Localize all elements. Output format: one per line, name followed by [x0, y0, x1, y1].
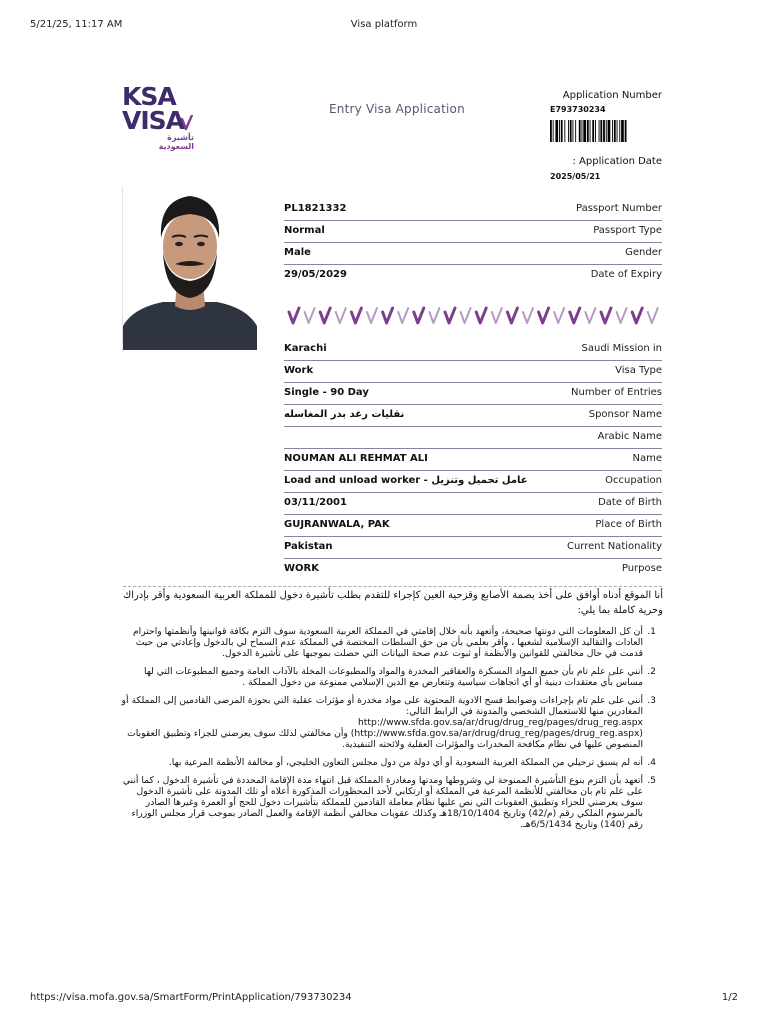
field-row-current-nationality: [284, 536, 662, 559]
check-mark-icon: [367, 308, 377, 323]
field-row-purpose: [284, 558, 662, 580]
application-number: E793730234: [550, 105, 606, 114]
field-label: Name: [632, 453, 662, 464]
field-row-occupation: [284, 470, 662, 493]
logo-text-visa: VISA: [122, 106, 185, 135]
check-mark-icon: [383, 308, 393, 323]
term-number: .5: [647, 775, 656, 786]
check-mark-icon: [648, 308, 658, 323]
check-mark-icon: [523, 308, 533, 323]
field-label: Purpose: [621, 563, 662, 574]
field-label: Passport Number: [576, 203, 662, 214]
applicant-photo: [123, 186, 257, 350]
field-row-saudi-mission: [284, 338, 662, 361]
barcode-image: [550, 120, 660, 142]
check-mark-icon: [507, 308, 517, 323]
print-page-number: 1/2: [721, 992, 738, 1003]
field-row-sponsor-name: [284, 404, 662, 427]
field-row-passport-type: [284, 220, 662, 243]
logo-text-ksa: KSA: [122, 82, 176, 111]
field-label: Passport Type: [593, 225, 662, 236]
field-label: Place of Birth: [595, 519, 662, 530]
field-value: نقليات رغد بدر المغاسله: [284, 409, 405, 420]
field-value: Male: [284, 247, 311, 258]
check-mark-icon: [554, 308, 564, 323]
declaration-term: [120, 775, 656, 830]
field-label: Number of Entries: [571, 387, 662, 398]
field-label: Date of Expiry: [590, 269, 662, 280]
check-mark-icon: [429, 308, 439, 323]
term-number: .1: [647, 626, 656, 637]
dashed-separator: [123, 586, 662, 587]
check-mark-icon: [398, 308, 408, 323]
print-footer: [30, 992, 738, 1006]
check-mark-icon: [320, 308, 330, 323]
field-row-name: [284, 448, 662, 471]
field-value: Work: [284, 365, 314, 376]
print-timestamp: 5/21/25, 11:17 AM: [30, 19, 123, 30]
term-text: أن كل المعلومات التي دونتها صحيحة، وأتعهد بأنه خلال إقامتي في المملكة العربية السعودية سوف التزم بكافة قوانينها وأنظمتها واحترام العادات والتقاليد الإسلامية لشعبها ، وأقر بعلمي بأن من حق السلطات المختصة في المملكة عدم السماح لي بالدخول وإعادتي من حيث قدمت في حال مخالفتي للقوانين والأنظمة أو ثبوت عدم صحة البيانات التي حصلت بموجبها على تأشيرة الدخول.: [132, 626, 643, 659]
field-value: Normal: [284, 225, 325, 236]
term-number: .2: [647, 666, 656, 677]
check-mark-icon: [461, 308, 471, 323]
declaration-intro: أنا الموقع أدناه أوافق على أخذ بصمة الأصابع وقزحية العين كإجراء للتقدم بطلب تأشيرة دخول للمملكة العربية السعودية وأقر بإدراك وحرية كاملة بما يلي:: [122, 590, 663, 616]
field-row-passport-number: [284, 198, 662, 221]
check-mark-icon: [305, 308, 315, 323]
check-mark-icon: [445, 308, 455, 323]
term-number: .3: [647, 695, 656, 706]
check-mark-icon: [632, 308, 642, 323]
ksa-visa-logo: [122, 82, 194, 151]
field-row-gender: [284, 242, 662, 265]
field-value: Pakistan: [284, 541, 333, 552]
logo-arabic-text: تأشيرة السعودية: [158, 133, 194, 151]
field-value: Single - 90 Day: [284, 387, 369, 398]
check-mark-icon: [414, 308, 424, 323]
security-check-pattern: [285, 306, 663, 326]
check-mark-icon: [492, 308, 502, 323]
field-label: Gender: [625, 247, 662, 258]
field-label: Current Nationality: [566, 541, 662, 552]
print-header: [30, 19, 738, 33]
declaration-term: [120, 757, 656, 768]
field-label: Saudi Mission in: [581, 343, 662, 354]
term-text: (http://www.sfda.gov.sa/ar/drug/drug_reg/pages/drug_reg.aspx) وأن مخالفتي لذلك سوف يعرضني للجزاء وتطبيق العقوبات المنصوص عليها في نظام مكافحة المخدرات والمؤثرات العقلية ولائحته التنفيذية.: [127, 728, 643, 750]
application-number-label: Application Number: [562, 90, 662, 101]
term-number: .4: [647, 757, 656, 768]
field-label: Sponsor Name: [588, 409, 662, 420]
field-value: 29/05/2029: [284, 269, 347, 280]
field-value: 03/11/2001: [284, 497, 347, 508]
check-mark-icon: [601, 308, 611, 323]
check-mark-icon: [539, 308, 549, 323]
document-title: Entry Visa Application: [329, 102, 465, 116]
declaration-term: [120, 626, 656, 659]
check-mark-icon: [585, 308, 595, 323]
field-label: Occupation: [605, 475, 662, 486]
term-url: http://www.sfda.gov.sa/ar/drug/drug_reg/pages/drug_reg.aspx: [357, 717, 643, 728]
check-mark-icon: [570, 308, 580, 323]
field-row-date-of-birth: [284, 492, 662, 515]
field-row-date-of-expiry: [284, 264, 662, 286]
field-value: Karachi: [284, 343, 327, 354]
field-label: Arabic Name: [597, 431, 662, 442]
field-row-number-of-entries: [284, 382, 662, 405]
print-url: https://visa.mofa.gov.sa/SmartForm/PrintApplication/793730234: [30, 992, 352, 1003]
field-value: NOUMAN ALI REHMAT ALI: [284, 453, 428, 464]
check-mark-icon: [289, 308, 299, 323]
declaration-terms: [120, 626, 656, 837]
field-row-place-of-birth: [284, 514, 662, 537]
print-page-title: Visa platform: [350, 19, 418, 30]
check-mark-icon: [617, 308, 627, 323]
field-value: Load and unload worker - عامل تحميل وتنزيل: [284, 475, 528, 486]
declaration-term: [120, 666, 656, 688]
field-label: Date of Birth: [598, 497, 662, 508]
field-row-visa-type: [284, 360, 662, 383]
check-mark-icon: [476, 308, 486, 323]
check-mark-icon: [351, 308, 361, 323]
declaration-term: [120, 695, 656, 750]
field-value: GUJRANWALA, PAK: [284, 519, 390, 530]
field-label: Visa Type: [615, 365, 662, 376]
term-text: أنني على علم تام بإجراءات وضوابط فسح الادوية المحتوية على مواد مخدرة أو مؤثرات عقلية التي بحوزة المرضى القادمين إلى المملكة أو المغادرين منها للاستعمال الشخصي والمدونة في الرابط التالي:: [121, 695, 643, 717]
term-text: أتعهد بأن التزم بنوع التأشيرة الممنوحة لي وشروطها ومدتها ومغادرة المملكة قبل انتهاء مدة الإقامة المحددة في تأشيرة الدخول ، كما أنني على علم تام بان مخالفتي للأنظمة المرعية في المملكة أو ارتكابي لأحد المحظورات المذكورة أعلاه أو تلك المدونة على تأشيرة الدخول سوف يعرضني للجزاء وتطبيق العقوبات التي نص عليها نظام معاملة القادمين للمملكة بتأشيرات دخول للحج أو العمرة وغيرها الصادر بالمرسوم الملكي رقم (م/42) وتاريخ 18/10/1404هـ وكذلك عقوبات مخالفي أنظمة الإقامة والعمل الصادر بموجب قرار مجلس الوزراء رقم (140) وتاريخ 6/5/1434هـ.: [122, 775, 643, 830]
term-text: أنني على علم تام بأن جميع المواد المسكرة والعقاقير المخدرة والمواد والمطبوعات المخلة بالآداب العامة وجميع المطبوعات التي لها مساس بأي معتقدات دينية أو أي اتجاهات سياسية وتتعارض مع الدين الإسلامي ممنوعة من دخول المملكة .: [144, 666, 643, 688]
check-mark-icon: [336, 308, 346, 323]
logo-check-icon: [181, 115, 193, 131]
field-value: WORK: [284, 563, 319, 574]
field-row-arabic-name: [284, 426, 662, 449]
field-value: PL1821332: [284, 203, 347, 214]
application-date-label: : Application Date: [572, 156, 662, 167]
application-date: 2025/05/21: [550, 172, 601, 181]
term-text: أنه لم يسبق ترحيلي من المملكة العربية السعودية أو أي دولة من دول مجلس التعاون الخليجي، أو مخالفة الأنظمة المرعية بها.: [168, 757, 643, 768]
